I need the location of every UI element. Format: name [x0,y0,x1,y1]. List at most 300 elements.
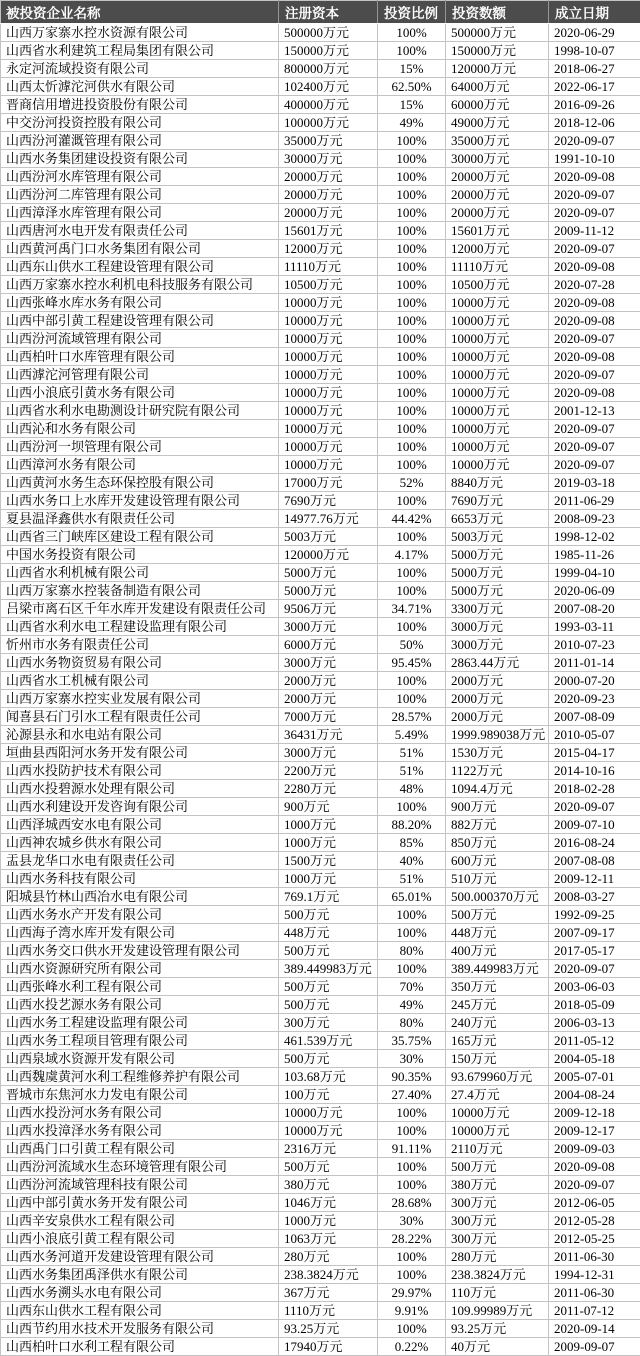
registered-capital-cell: 500万元 [279,1158,378,1176]
investment-amount-cell: 850万元 [446,834,549,852]
investment-amount-cell: 35000万元 [446,132,549,150]
table-row [1,780,640,798]
investment-amount-cell: 64000万元 [446,78,549,96]
registered-capital-cell: 500万元 [279,906,378,924]
registered-capital-cell: 10000万元 [279,1104,378,1122]
registered-capital-cell: 1046万元 [279,1194,378,1212]
registered-capital-cell: 500万元 [279,942,378,960]
investment-ratio-cell: 9.91% [378,1302,446,1320]
investment-ratio-cell: 100% [378,798,446,816]
registered-capital-cell: 5000万元 [279,564,378,582]
investment-amount-cell: 10000万元 [446,1122,549,1140]
investment-amount-cell: 1094.4万元 [446,780,549,798]
established-date-cell: 2020-09-08 [549,312,640,330]
company-name-cell: 山西漳泽水库管理有限公司 [1,204,279,222]
company-name-cell: 忻州市水务有限责任公司 [1,636,279,654]
established-date-cell: 2011-06-30 [549,1248,640,1266]
investment-amount-cell: 3300万元 [446,600,549,618]
table-row [1,978,640,996]
company-name-cell: 山西神农城乡供水有限公司 [1,834,279,852]
registered-capital-cell: 238.3824万元 [279,1266,378,1284]
table-row [1,42,640,60]
table-row [1,1248,640,1266]
column-header-investment-ratio: 投资比例 [378,1,446,24]
investment-amount-cell: 10500万元 [446,276,549,294]
company-name-cell: 中国水务投资有限公司 [1,546,279,564]
established-date-cell: 1998-12-02 [549,528,640,546]
company-name-cell: 山西省水利机械有限公司 [1,564,279,582]
registered-capital-cell: 35000万元 [279,132,378,150]
table-row [1,510,640,528]
investment-ratio-cell: 100% [378,672,446,690]
company-name-cell: 山西万家寨水控水资源有限公司 [1,24,279,42]
established-date-cell: 2020-06-09 [549,582,640,600]
registered-capital-cell: 10000万元 [279,312,378,330]
investment-ratio-cell: 100% [378,1158,446,1176]
company-name-cell: 山西水投漳泽水务有限公司 [1,1122,279,1140]
investment-amount-cell: 5003万元 [446,528,549,546]
investment-ratio-cell: 100% [378,1122,446,1140]
table-row [1,1212,640,1230]
registered-capital-cell: 1000万元 [279,816,378,834]
investment-ratio-cell: 100% [378,924,446,942]
table-row [1,186,640,204]
investment-amount-cell: 10000万元 [446,330,549,348]
investment-amount-cell: 10000万元 [446,1104,549,1122]
investment-amount-cell: 30000万元 [446,150,549,168]
table-row [1,492,640,510]
investment-amount-cell: 240万元 [446,1014,549,1032]
company-name-cell: 山西太忻滹沱河供水有限公司 [1,78,279,96]
registered-capital-cell: 17940万元 [279,1338,378,1356]
investment-ratio-cell: 100% [378,582,446,600]
registered-capital-cell: 3000万元 [279,618,378,636]
registered-capital-cell: 20000万元 [279,168,378,186]
investment-amount-cell: 10000万元 [446,384,549,402]
established-date-cell: 2009-12-18 [549,1104,640,1122]
investment-ratio-cell: 48% [378,780,446,798]
investment-ratio-cell: 49% [378,996,446,1014]
company-name-cell: 山西汾河二库管理有限公司 [1,186,279,204]
company-name-cell: 山西省水利水电勘测设计研究院有限公司 [1,402,279,420]
company-name-cell: 山西水务集团建设投资有限公司 [1,150,279,168]
investment-amount-cell: 27.4万元 [446,1086,549,1104]
table-row [1,240,640,258]
table-row [1,1050,640,1068]
table-row [1,1302,640,1320]
registered-capital-cell: 10000万元 [279,420,378,438]
investment-amount-cell: 882万元 [446,816,549,834]
investment-ratio-cell: 30% [378,1212,446,1230]
table-row [1,924,640,942]
established-date-cell: 2022-06-17 [549,78,640,96]
established-date-cell: 2020-09-14 [549,1320,640,1338]
registered-capital-cell: 9506万元 [279,600,378,618]
table-row [1,1338,640,1356]
investment-amount-cell: 10000万元 [446,366,549,384]
registered-capital-cell: 10000万元 [279,456,378,474]
investment-amount-cell: 3000万元 [446,636,549,654]
company-name-cell: 山西汾河流域管理有限公司 [1,330,279,348]
registered-capital-cell: 5000万元 [279,582,378,600]
investment-ratio-cell: 28.22% [378,1230,446,1248]
company-name-cell: 山西黄河禹门口水务集团有限公司 [1,240,279,258]
established-date-cell: 2010-07-23 [549,636,640,654]
registered-capital-cell: 10000万元 [279,348,378,366]
investment-amount-cell: 7690万元 [446,492,549,510]
investment-amount-cell: 300万元 [446,1194,549,1212]
established-date-cell: 2020-09-08 [549,1158,640,1176]
investment-ratio-cell: 100% [378,276,446,294]
registered-capital-cell: 367万元 [279,1284,378,1302]
investment-ratio-cell: 34.71% [378,600,446,618]
investment-ratio-cell: 80% [378,942,446,960]
company-name-cell: 山西沁和水务有限公司 [1,420,279,438]
investment-amount-cell: 350万元 [446,978,549,996]
established-date-cell: 2009-09-07 [549,1338,640,1356]
table-row [1,798,640,816]
registered-capital-cell: 1000万元 [279,870,378,888]
investment-ratio-cell: 100% [378,168,446,186]
established-date-cell: 2020-09-08 [549,348,640,366]
registered-capital-cell: 389.449983万元 [279,960,378,978]
established-date-cell: 1998-10-07 [549,42,640,60]
investment-amount-cell: 10000万元 [446,402,549,420]
investment-ratio-cell: 40% [378,852,446,870]
table-row [1,906,640,924]
company-name-cell: 山西水务口上水库开发建设管理有限公司 [1,492,279,510]
investment-ratio-cell: 28.68% [378,1194,446,1212]
established-date-cell: 2018-06-27 [549,60,640,78]
company-name-cell: 山西水务集团禹泽供水有限公司 [1,1266,279,1284]
investment-amount-cell: 40万元 [446,1338,549,1356]
registered-capital-cell: 500万元 [279,1050,378,1068]
registered-capital-cell: 93.25万元 [279,1320,378,1338]
table-row [1,942,640,960]
registered-capital-cell: 500万元 [279,978,378,996]
company-name-cell: 山西水务科技有限公司 [1,870,279,888]
investment-ratio-cell: 100% [378,204,446,222]
company-name-cell: 山西汾河水库管理有限公司 [1,168,279,186]
established-date-cell: 2018-12-06 [549,114,640,132]
table-row [1,618,640,636]
table-row [1,528,640,546]
investment-amount-cell: 1122万元 [446,762,549,780]
table-row [1,852,640,870]
investment-ratio-cell: 100% [378,240,446,258]
established-date-cell: 2011-06-29 [549,492,640,510]
table-row [1,96,640,114]
table-row [1,762,640,780]
investment-amount-cell: 448万元 [446,924,549,942]
investment-amount-cell: 2110万元 [446,1140,549,1158]
registered-capital-cell: 14977.76万元 [279,510,378,528]
investment-amount-cell: 280万元 [446,1248,549,1266]
established-date-cell: 1992-09-25 [549,906,640,924]
table-row [1,672,640,690]
table-row [1,834,640,852]
investment-ratio-cell: 100% [378,420,446,438]
column-header-investment-amount: 投资数额 [446,1,549,24]
investment-ratio-cell: 35.75% [378,1032,446,1050]
table-row [1,1014,640,1032]
table-row [1,1194,640,1212]
table-row [1,168,640,186]
investment-amount-cell: 12000万元 [446,240,549,258]
established-date-cell: 2001-12-13 [549,402,640,420]
established-date-cell: 2015-04-17 [549,744,640,762]
table-row [1,276,640,294]
established-date-cell: 2010-05-07 [549,726,640,744]
registered-capital-cell: 100000万元 [279,114,378,132]
company-name-cell: 山西水投汾河水务有限公司 [1,1104,279,1122]
company-name-cell: 山西节约用水技术开发服务有限公司 [1,1320,279,1338]
investment-ratio-cell: 100% [378,1248,446,1266]
table-row [1,654,640,672]
established-date-cell: 2020-07-28 [549,276,640,294]
established-date-cell: 2007-09-17 [549,924,640,942]
investment-ratio-cell: 65.01% [378,888,446,906]
company-name-cell: 山西水务物资贸易有限公司 [1,654,279,672]
table-body [1,24,640,1356]
established-date-cell: 1991-10-10 [549,150,640,168]
established-date-cell: 2020-09-23 [549,690,640,708]
table-row [1,114,640,132]
company-name-cell: 山西省水工机械有限公司 [1,672,279,690]
investment-ratio-cell: 100% [378,294,446,312]
investment-amount-cell: 2000万元 [446,690,549,708]
established-date-cell: 2009-12-11 [549,870,640,888]
company-name-cell: 山西张峰水利工程有限公司 [1,978,279,996]
investment-amount-cell: 400万元 [446,942,549,960]
established-date-cell: 2020-09-07 [549,132,640,150]
established-date-cell: 2011-06-30 [549,1284,640,1302]
investment-amount-cell: 10000万元 [446,294,549,312]
table-row [1,402,640,420]
table-row [1,312,640,330]
registered-capital-cell: 500万元 [279,996,378,1014]
table-row [1,690,640,708]
established-date-cell: 2007-08-20 [549,600,640,618]
investment-amount-cell: 150万元 [446,1050,549,1068]
established-date-cell: 2007-08-08 [549,852,640,870]
investment-amount-cell: 20000万元 [446,168,549,186]
established-date-cell: 2020-09-08 [549,168,640,186]
registered-capital-cell: 1500万元 [279,852,378,870]
investment-amount-cell: 300万元 [446,1230,549,1248]
registered-capital-cell: 448万元 [279,924,378,942]
established-date-cell: 1994-12-31 [549,1266,640,1284]
established-date-cell: 2020-09-07 [549,438,640,456]
company-name-cell: 山西中部引黄水务开发有限公司 [1,1194,279,1212]
investment-amount-cell: 60000万元 [446,96,549,114]
table-row [1,996,640,1014]
company-name-cell: 晋城市东焦河水力发电有限公司 [1,1086,279,1104]
registered-capital-cell: 7000万元 [279,708,378,726]
investment-amount-cell: 93.679960万元 [446,1068,549,1086]
investment-ratio-cell: 52% [378,474,446,492]
investment-ratio-cell: 100% [378,384,446,402]
investment-ratio-cell: 80% [378,1014,446,1032]
table-row [1,24,640,42]
investment-ratio-cell: 95.45% [378,654,446,672]
established-date-cell: 2008-09-23 [549,510,640,528]
investment-ratio-cell: 100% [378,366,446,384]
registered-capital-cell: 2280万元 [279,780,378,798]
investment-amount-cell: 5000万元 [446,546,549,564]
company-name-cell: 山西水投碧源水处理有限公司 [1,780,279,798]
investment-ratio-cell: 15% [378,96,446,114]
established-date-cell: 2007-08-09 [549,708,640,726]
investment-amount-cell: 10000万元 [446,420,549,438]
investment-amount-cell: 10000万元 [446,456,549,474]
established-date-cell: 2016-09-26 [549,96,640,114]
company-name-cell: 山西海子湾水库开发有限公司 [1,924,279,942]
company-name-cell: 山西省水利建筑工程局集团有限公司 [1,42,279,60]
table-row [1,1032,640,1050]
investment-ratio-cell: 100% [378,690,446,708]
table-row [1,564,640,582]
registered-capital-cell: 10000万元 [279,384,378,402]
company-name-cell: 晋商信用增进投资股份有限公司 [1,96,279,114]
company-name-cell: 吕梁市离石区千年水库开发建设有限责任公司 [1,600,279,618]
table-row [1,60,640,78]
registered-capital-cell: 800000万元 [279,60,378,78]
table-row [1,1284,640,1302]
company-name-cell: 山西水资源研究所有限公司 [1,960,279,978]
investment-amount-cell: 20000万元 [446,186,549,204]
table-row [1,222,640,240]
established-date-cell: 2011-07-12 [549,1302,640,1320]
table-row [1,546,640,564]
table-row [1,1086,640,1104]
registered-capital-cell: 10500万元 [279,276,378,294]
registered-capital-cell: 2000万元 [279,672,378,690]
investment-ratio-cell: 100% [378,438,446,456]
investment-amount-cell: 900万元 [446,798,549,816]
investment-ratio-cell: 100% [378,348,446,366]
company-name-cell: 山西东山供水工程建设管理有限公司 [1,258,279,276]
investment-amount-cell: 238.3824万元 [446,1266,549,1284]
established-date-cell: 2020-09-07 [549,1176,640,1194]
table-row [1,1176,640,1194]
registered-capital-cell: 3000万元 [279,654,378,672]
registered-capital-cell: 17000万元 [279,474,378,492]
investment-ratio-cell: 4.17% [378,546,446,564]
company-name-cell: 山西万家寨水控实业发展有限公司 [1,690,279,708]
company-name-cell: 山西辛安泉供水工程有限公司 [1,1212,279,1230]
company-name-cell: 山西泉域水资源开发有限公司 [1,1050,279,1068]
company-name-cell: 山西禹门口引黄工程有限公司 [1,1140,279,1158]
table-row [1,78,640,96]
investment-amount-cell: 165万元 [446,1032,549,1050]
registered-capital-cell: 15601万元 [279,222,378,240]
established-date-cell: 2020-06-29 [549,24,640,42]
table-row [1,1068,640,1086]
established-date-cell: 2000-07-20 [549,672,640,690]
registered-capital-cell: 6000万元 [279,636,378,654]
investment-ratio-cell: 100% [378,402,446,420]
investment-ratio-cell: 100% [378,132,446,150]
registered-capital-cell: 1110万元 [279,1302,378,1320]
investment-amount-cell: 10000万元 [446,348,549,366]
company-name-cell: 山西小浪底引黄工程有限公司 [1,1230,279,1248]
table-row [1,150,640,168]
table-row [1,204,640,222]
investment-ratio-cell: 100% [378,528,446,546]
investment-ratio-cell: 29.97% [378,1284,446,1302]
investment-ratio-cell: 88.20% [378,816,446,834]
company-name-cell: 山西泽城西安水电有限公司 [1,816,279,834]
investment-amount-cell: 300万元 [446,1212,549,1230]
investment-ratio-cell: 5.49% [378,726,446,744]
investment-amount-cell: 10000万元 [446,312,549,330]
established-date-cell: 2020-09-07 [549,420,640,438]
company-name-cell: 山西柏叶口水利工程有限公司 [1,1338,279,1356]
registered-capital-cell: 10000万元 [279,366,378,384]
established-date-cell: 2004-08-24 [549,1086,640,1104]
table-row [1,1122,640,1140]
investment-ratio-cell: 44.42% [378,510,446,528]
company-name-cell: 山西水务溯头水电有限公司 [1,1284,279,1302]
investment-ratio-cell: 100% [378,42,446,60]
investment-ratio-cell: 50% [378,636,446,654]
company-name-cell: 永定河流域投资有限公司 [1,60,279,78]
company-name-cell: 山西小浪底引黄水务有限公司 [1,384,279,402]
company-name-cell: 山西万家寨水控水利机电科技服务有限公司 [1,276,279,294]
investment-amount-cell: 5000万元 [446,582,549,600]
investment-ratio-cell: 30% [378,1050,446,1068]
company-name-cell: 闻喜县石门引水工程有限责任公司 [1,708,279,726]
company-name-cell: 山西水利建设开发咨询有限公司 [1,798,279,816]
company-name-cell: 山西中部引黄工程建设管理有限公司 [1,312,279,330]
established-date-cell: 2018-02-28 [549,780,640,798]
registered-capital-cell: 900万元 [279,798,378,816]
investment-amount-cell: 510万元 [446,870,549,888]
investment-amount-cell: 150000万元 [446,42,549,60]
header-row [1,1,640,24]
company-name-cell: 山西水务工程建设监理有限公司 [1,1014,279,1032]
registered-capital-cell: 1000万元 [279,834,378,852]
established-date-cell: 1999-04-10 [549,564,640,582]
table-row [1,438,640,456]
registered-capital-cell: 36431万元 [279,726,378,744]
company-name-cell: 山西省三门峡库区建设工程有限公司 [1,528,279,546]
registered-capital-cell: 500000万元 [279,24,378,42]
company-name-cell: 中交汾河投资控股有限公司 [1,114,279,132]
registered-capital-cell: 120000万元 [279,546,378,564]
table-row [1,1158,640,1176]
investment-ratio-cell: 100% [378,960,446,978]
investment-ratio-cell: 51% [378,762,446,780]
company-name-cell: 山西滹沱河管理有限公司 [1,366,279,384]
table-row [1,420,640,438]
investment-amount-cell: 380万元 [446,1176,549,1194]
company-name-cell: 山西唐河水电开发有限责任公司 [1,222,279,240]
table-row [1,744,640,762]
established-date-cell: 2008-03-27 [549,888,640,906]
investment-amount-cell: 500.000370万元 [446,888,549,906]
established-date-cell: 2020-09-07 [549,366,640,384]
established-date-cell: 2011-05-12 [549,1032,640,1050]
investment-amount-cell: 2000万元 [446,708,549,726]
investment-amount-cell: 15601万元 [446,222,549,240]
company-name-cell: 山西张峰水库水务有限公司 [1,294,279,312]
company-name-cell: 山西魏虞黄河水利工程维修养护有限公司 [1,1068,279,1086]
table-row [1,474,640,492]
company-name-cell: 山西汾河一坝管理有限公司 [1,438,279,456]
established-date-cell: 2020-09-07 [549,960,640,978]
